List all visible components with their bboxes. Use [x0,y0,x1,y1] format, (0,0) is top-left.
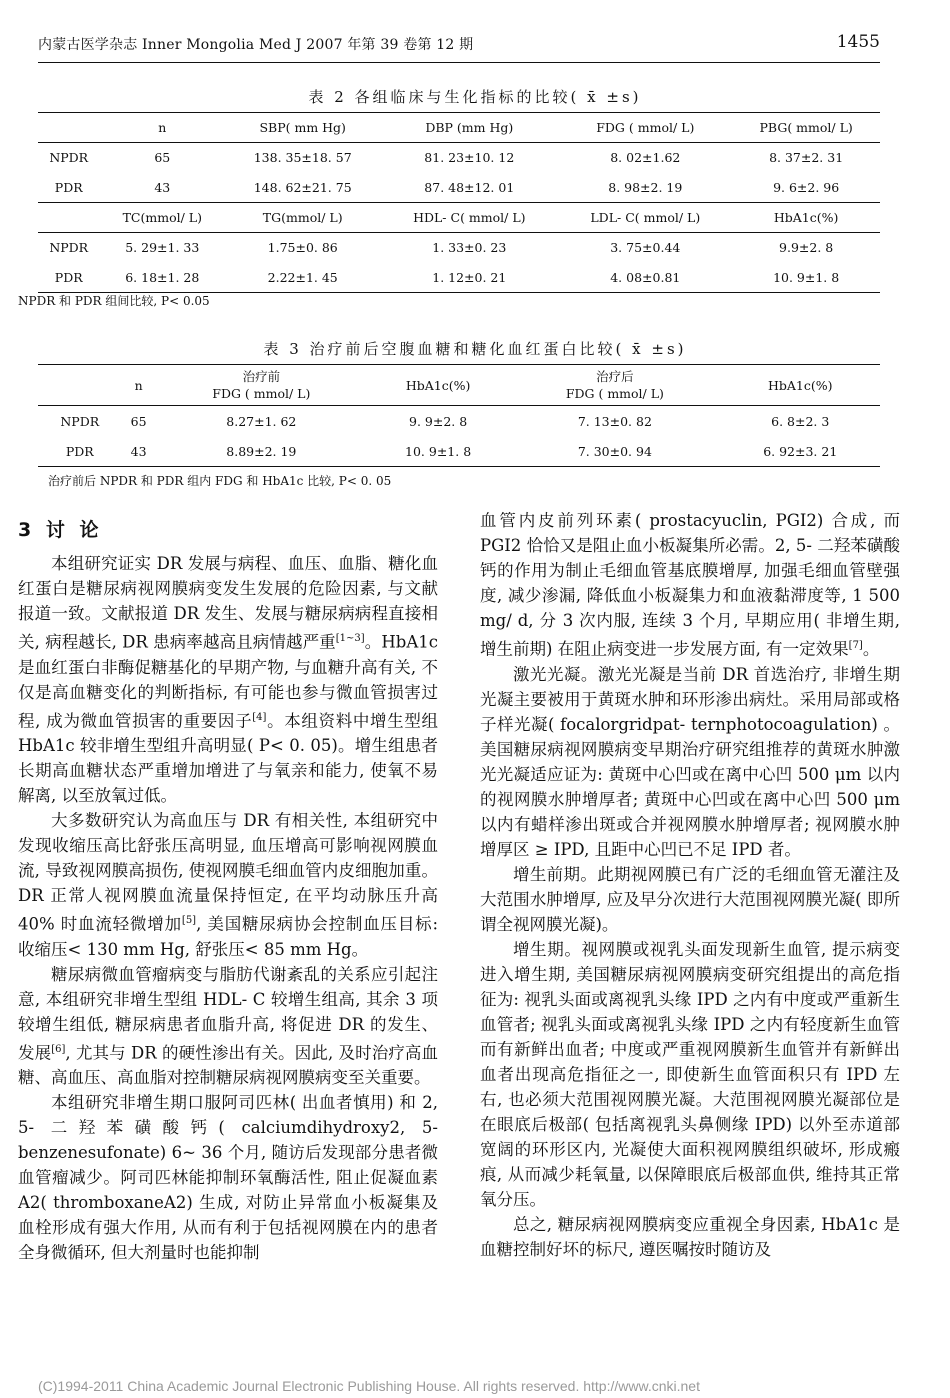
body-paragraph: 激光光凝。激光光凝是当前 DR 首选治疗, 非增生期光凝主要被用于黄斑水肿和环形渗出病灶。采用局部或格子样光凝( focalorgridpat- ternphotocoagulation) 。美国糖尿病视网膜病变早期治疗研究组推荐的黄斑水肿激光光凝适应证为: 黄斑中心凹或在离中心凹 500 μm 以内的视网膜水肿增厚者; 黄斑中心凹或在离中心凹 500 μm 以内有蜡样渗出斑或合并视网膜水肿增厚者; 视网膜水肿增厚区 ≥ IPD, 且距中心凹已不足 IPD 者。 [480,664,900,859]
table2-row [38,143,880,173]
table2-row-cell: PDR [54,269,83,285]
table2-header-row-cell: HbA1c(%) [732,203,880,233]
body-paragraph: 本组研究非增生期口服阿司匹林( 出血者慎用) 和 2, 5- 二羟苯磺酸钙( calciumdihydroxy2, 5- benzenesufonate) 6~ 36 个月, 随访后发现部分患者微血管瘤减少。阿司匹林能抑制环氧酶活性, 阻止促凝血素 A2( thromboxaneA2) 生成, 对防止异常血小板凝集及血栓形成有强大作用, 从而有利于包括视网膜在内的患者全身微循环, 但大剂量时也能抑制 [18,1093,438,1262]
table2-header-row [38,203,880,233]
table2-row-cell: 8. 02±1.62 [610,150,681,166]
table2-header-row-cell: HDL- C( mmol/ L) [380,203,558,233]
table3-cell: 9. 9±2. 8 [409,413,468,429]
table2-header-row-cell: TC(mmol/ L) [99,203,225,233]
table2-row-cell: 8. 37±2. 31 [769,150,844,166]
table2-row-cell: 65 [154,150,171,166]
table2-row-cell: 87. 48±12. 01 [380,173,558,203]
table3-cell: PDR [65,443,94,459]
table3-cell: 8.89±2. 19 [226,443,297,459]
table2-row-cell: 1. 12±0. 21 [432,269,507,285]
table2-row-cell: 6. 18±1. 28 [125,269,200,285]
table2-caption: 表 2 各组临床与生化指标的比较( x̄ ±s) [308,88,642,106]
table3-header-line1: 治疗前 [242,369,281,384]
table2-header-row-cell: n [99,113,225,143]
table3-header-line2: FDG ( mmol/ L) [212,386,311,401]
table3-header-cell [720,365,880,406]
table2-header-row-cell: LDL- C( mmol/ L) [558,203,732,233]
table2-row-cell: 9.9±2. 8 [779,240,834,256]
body-paragraph: 大多数研究认为高血压与 DR 有相关性, 本组研究中发现收缩压高比舒张压高明显, 血压增高可影响视网膜血流, 导致视网膜高损伤, 使视网膜毛细血管内皮细胞加重。DR 正常人视网膜血流量保持恒定, 在平均动脉压升高 40% 时血流轻微增加[5], 美国糖尿病协会控制血压目标: 收缩压< 130 mm Hg, 舒张压< 85 mm Hg。 [18,811,438,959]
table2-row-cell: NPDR [49,240,89,256]
table2-row-cell: PDR [38,173,99,203]
table3-note: 治疗前后 NPDR 和 PDR 组内 FDG 和 HbA1c 比较, P< 0. 05 [48,474,392,488]
table3-cell: 10. 9±1. 8 [405,443,472,459]
table3-cell: 6. 92±3. 21 [763,443,838,459]
table2-row-cell: 8. 98±2. 19 [558,173,732,203]
table2-header-row-cell: SBP( mm Hg) [225,113,380,143]
table3-header-cell [156,365,367,406]
table3-cell: 7. 30±0. 94 [577,443,652,459]
table2-row-cell: 1. 33±0. 23 [432,240,507,256]
table2-row-cell: 148. 62±21. 75 [225,173,380,203]
table3-header-cell [509,365,720,406]
table2-row-cell: 138. 35±18. 57 [253,150,352,166]
table2-header-row-cell: PBG( mmol/ L) [732,113,880,143]
table3-header-line1: HbA1c(%) [767,377,833,393]
table2-row-cell: 5. 29±1. 33 [125,240,200,256]
table2-row [38,233,880,263]
table2-header-row-cell [38,113,99,143]
table2-row-cell: 81. 23±10. 12 [424,150,515,166]
table3 [38,364,880,467]
table2-note: NPDR 和 PDR 组间比较, P< 0.05 [18,294,210,308]
body-paragraph: 增生期。视网膜或视乳头面发现新生血管, 提示病变进入增生期, 美国糖尿病视网膜病变研究组提出的高危指征为: 视乳头面或离视乳头缘 IPD 之内有中度或严重新生血管者; 视乳头面或离视乳头缘 IPD 之内有轻度新生血管而有新鲜出血者; 中度或严重视网膜新生血管并有新鲜出血者出现高危指征之一, 即使新生血管面积只有 IPD 左右, 也必须大范围视网膜光凝。大范围视网膜光凝部位是在眼底后极部( 包括离视乳头鼻侧缘 IPD) 以外至赤道部宽阔的环形区内, 光凝使大面积视网膜组织破坏, 形成瘢痕, 从而减少耗氧量, 以保障眼底后极部血供, 维持其正常氧分压。 [480,939,900,1209]
table3-header-line1: 治疗后 [596,369,634,384]
table2-header-row-cell [38,203,99,233]
left-column [18,508,438,1265]
table3-header-line1: HbA1c(%) [405,377,471,393]
body-paragraph: 增生前期。此期视网膜已有广泛的毛细血管无灌注及大范围水肿增厚, 应及早分次进行大范围视网膜光凝( 即所谓全视网膜光凝)。 [480,864,900,934]
table3-header-row [38,365,880,406]
table2-row [38,263,880,293]
table3-cell: NPDR [60,413,100,429]
table2 [38,112,880,293]
running-header [38,34,880,56]
table2-header-row-cell: FDG ( mmol/ L) [558,113,732,143]
table2-row-cell: 9. 6±2. 96 [732,173,880,203]
section-heading: 3 讨 论 [18,519,103,541]
body-paragraph: 本组研究证实 DR 发展与病程、血压、血脂、糖化血红蛋白是糖尿病视网膜病变发生发展的危险因素, 与文献报道一致。文献报道 DR 发生、发展与糖尿病病程直接相关, 病程越长, DR 患病率越高且病情越严重[1~3]。HbA1c 是血红蛋白非酶促糖基化的早期产物, 与血糖升高有关, 不仅是高血糖变化的判断指标, 有可能也参与微血管损害过程, 成为微血管损害的重要因子[4]。本组资料中增生型组 HbA1c 较非增生型组升高明显( P< 0. 05)。增生组患者长期高血糖状态严重增加增进了与氧亲和能力, 使氧不易解离, 以至放氧过低。 [18,554,439,805]
table3-cell: 7. 13±0. 82 [577,413,652,429]
page-number: 1455 [836,32,880,52]
table2-row-cell: 2.22±1. 45 [267,269,338,285]
body-paragraph: 血管内皮前列环素( prostacyuclin, PGI2) 合成, 而 PGI2 恰恰又是阻止血小板凝集所必需。2, 5- 二羟苯磺酸钙的作用为制止毛细血管基底膜增厚, 加强毛细血管壁强度, 减少渗漏, 降低血小板凝集力和血液黏滞度等, 1 500 mg/ d, 分 3 次内服, 连续 3 个月, 早期应用( 非增生期, 增生前期) 在阻止病变进一步发展方面, 有一定效果[7]。 [480,511,900,659]
table3-header-line1: n [134,377,143,393]
table2-header-row-cell: DBP (mm Hg) [380,113,558,143]
table3-header-cell [38,365,122,406]
table3-header-cell [122,365,156,406]
right-column [480,508,900,1262]
header-rule [38,62,880,63]
body-paragraph: 糖尿病微血管瘤病变与脂肪代谢紊乱的关系应引起注意, 本组研究非增生型组 HDL- C 较增生组高, 其余 3 项较增生组低, 糖尿病患者血脂升高, 将促进 DR 的发生、发展[6], 尤其与 DR 的硬性渗出有关。因此, 及时治疗高血糖、高血压、高血脂对控制糖尿病视网膜病变至关重要。 [18,964,439,1087]
table3-row [38,406,880,437]
table3-row [38,436,880,467]
table3-cell: 43 [130,443,147,459]
table3-caption: 表 3 治疗前后空腹血糖和糖化血红蛋白比较( x̄ ±s) [263,340,687,358]
body-paragraph: 总之, 糖尿病视网膜病变应重视全身因素, HbA1c 是血糖控制好坏的标尺, 遵医嘱按时随访及 [480,1214,900,1259]
table2-row-cell: 43 [99,173,225,203]
copyright-footer: (C)1994-2011 China Academic Journal Electronic Publishing House. All rights reserved. http://www.cnki.net [38,1378,700,1394]
table3-cell: 65 [130,413,147,429]
table3-cell: 8.27±1. 62 [226,413,297,429]
table3-header-cell [367,365,509,406]
journal-title: 内蒙古医学杂志 Inner Mongolia Med J 2007 年第 39 卷第 12 期 [38,37,474,53]
table2-header-row [38,113,880,143]
table2-row-cell: 3. 75±0.44 [610,240,681,256]
table2-row [38,173,880,203]
table3-header-line2: FDG ( mmol/ L) [565,386,664,401]
table3-cell: 6. 8±2. 3 [771,413,830,429]
table2-row-cell: 4. 08±0.81 [610,269,681,285]
table2-row-cell: 1.75±0. 86 [267,240,338,256]
table2-row-cell: NPDR [49,150,89,166]
table2-header-row-cell: TG(mmol/ L) [225,203,380,233]
table2-row-cell: 10. 9±1. 8 [773,269,840,285]
